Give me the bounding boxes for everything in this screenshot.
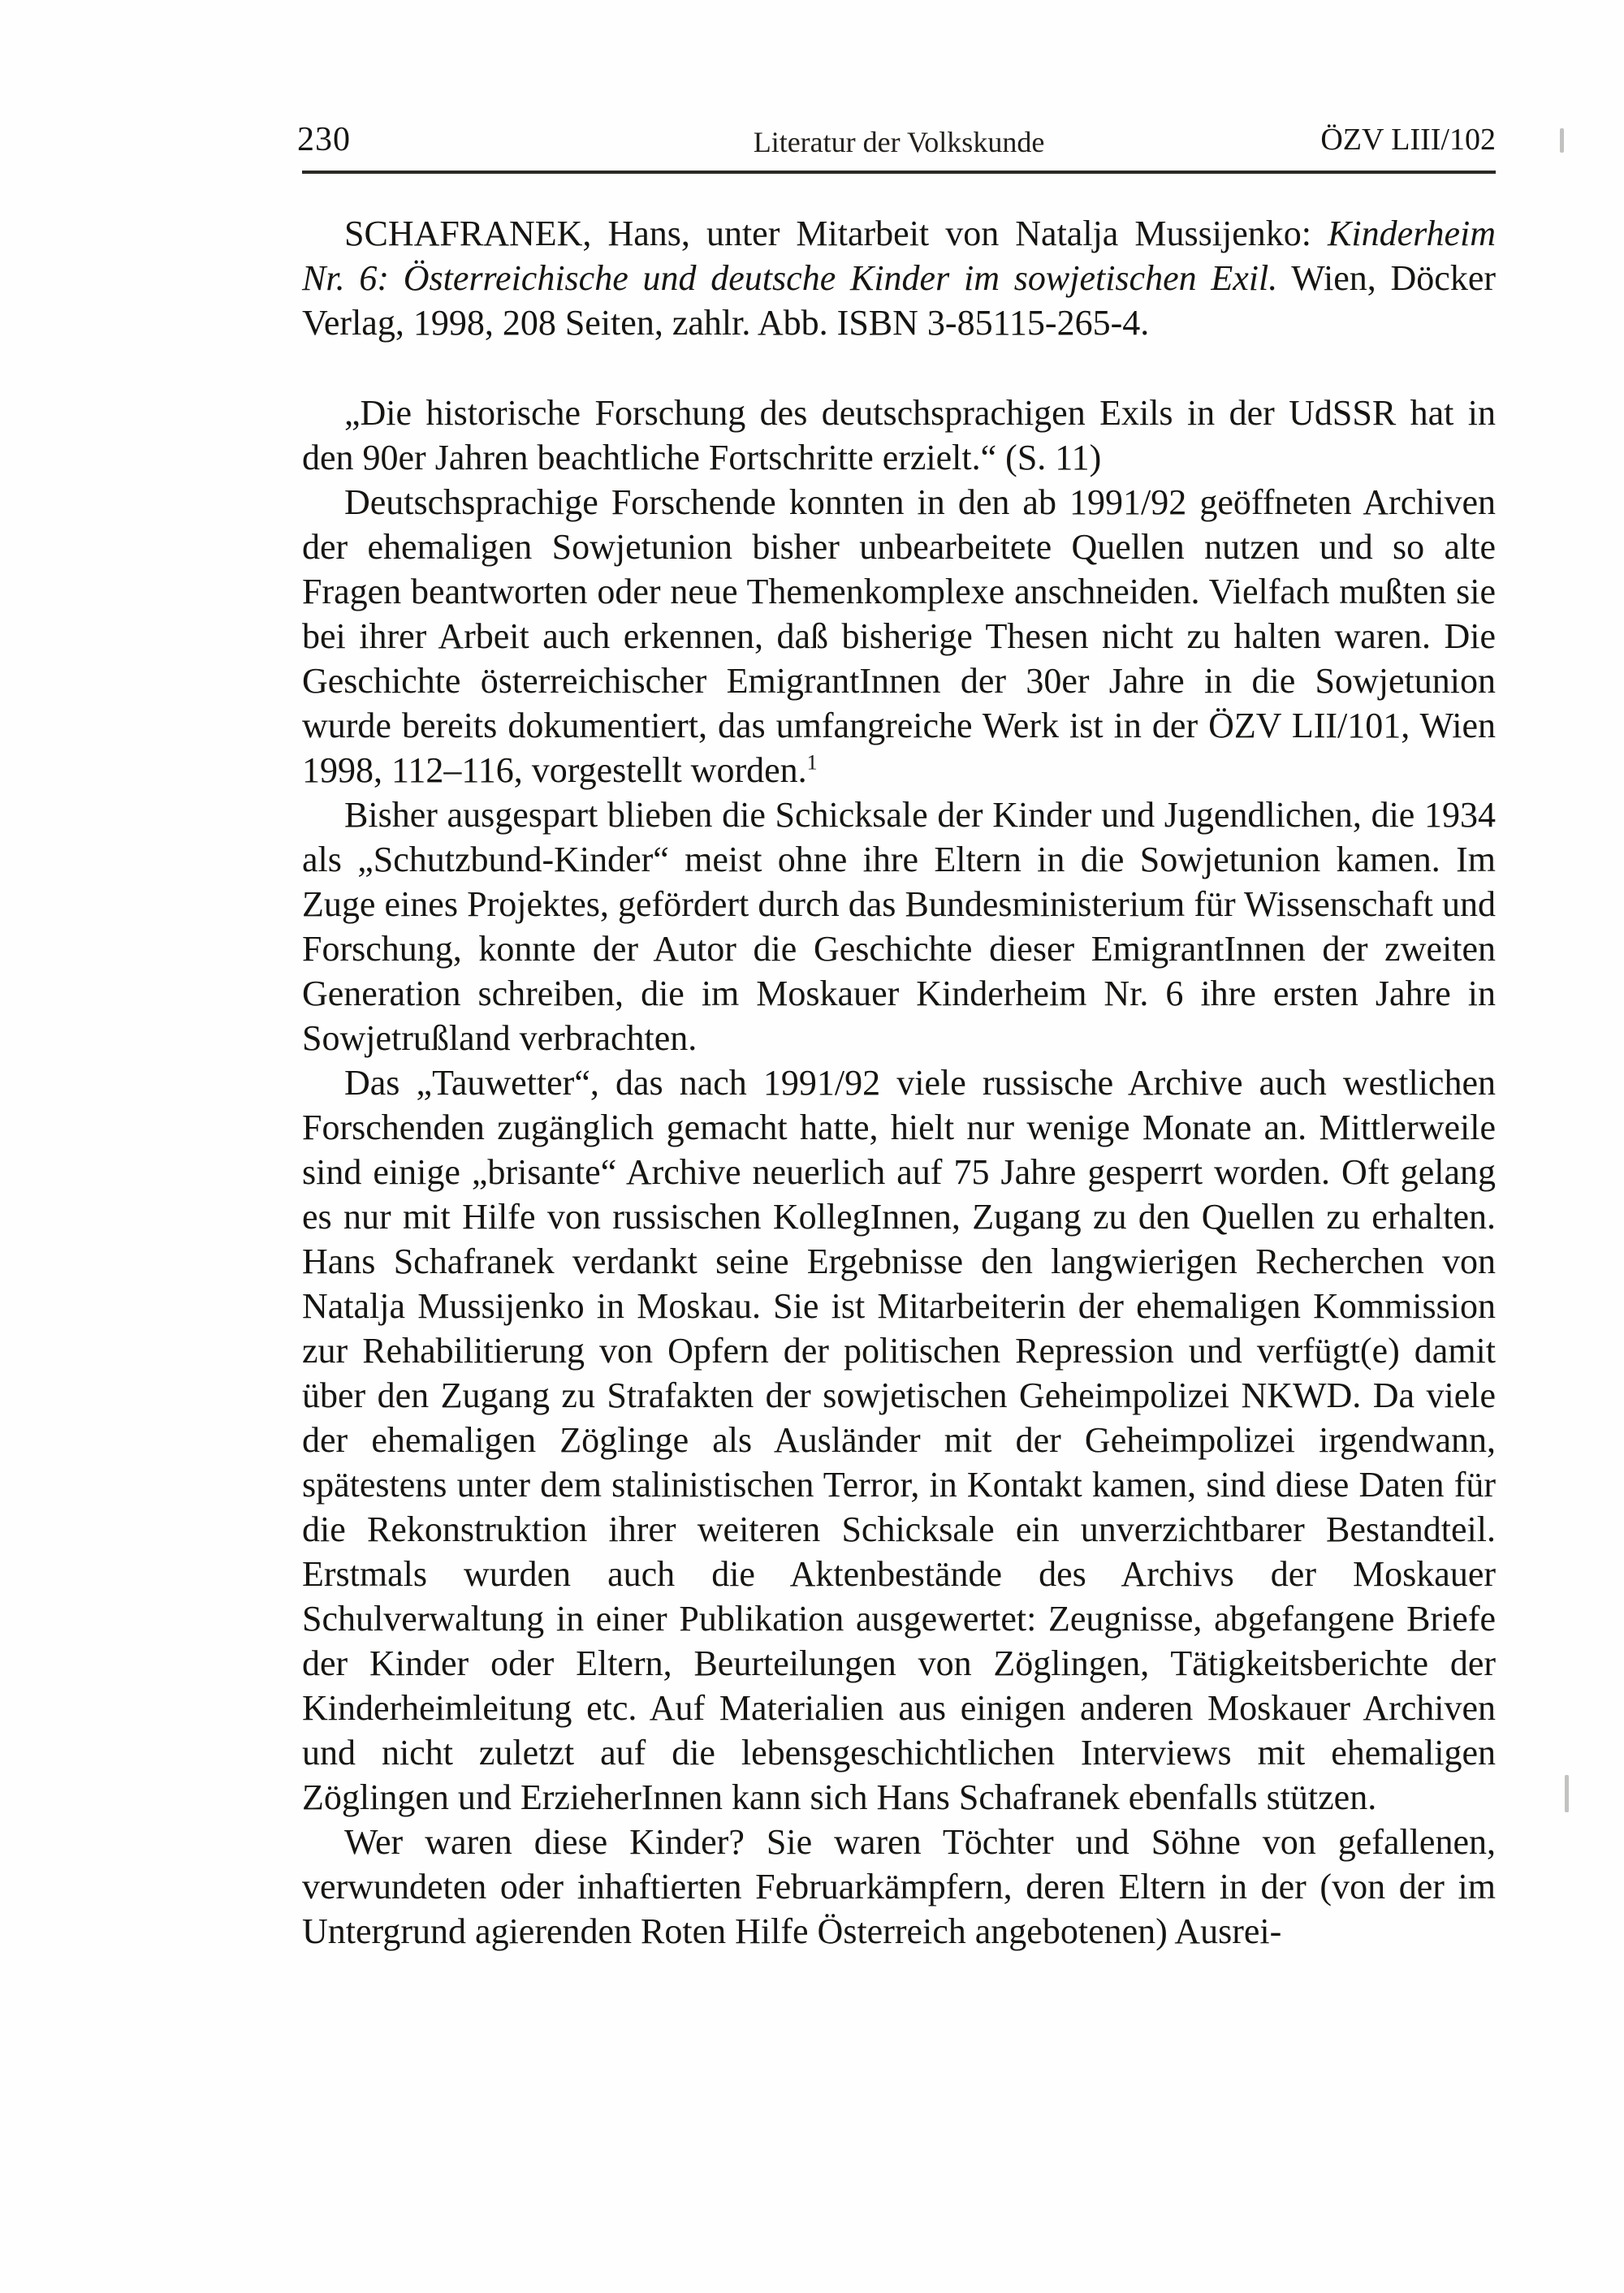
scan-artifact [1560, 128, 1564, 153]
bib-title: Kinderheim Nr. 6: Österreichische und deutsche Kinder im sowjetischen Exil. [302, 214, 1496, 298]
paragraph-text: Bisher ausgespart blieben die Schicksale der Kinder und Jugendlichen, die 1934 als „Schutzbund-Kinder“ meist ohne ihre Eltern in die Sowjetunion kamen. Im Zuge eines Projektes, gefördert durch das Bundesministerium für Wissenschaft und Forschung, konnte der Autor die Geschichte dieser EmigrantInnen der zweiten Generation schreiben, die im Moskauer Kinderheim Nr. 6 ihre ersten Jahre in Sowjetrußland verbrachten. [302, 795, 1496, 1058]
scan-artifact [1565, 1775, 1569, 1812]
body-paragraph [302, 1820, 1496, 1954]
bib-authors: SCHAFRANEK, Hans, unter Mitarbeit von Natalja Mussijenko: [344, 214, 1328, 253]
paragraph-text: „Die historische Forschung des deutschsprachigen Exils in der UdSSR hat in den 90er Jahren beachtliche Fortschritte erzielt.“ (S. 11) [302, 393, 1496, 477]
body-paragraph [302, 480, 1496, 792]
header-rule [302, 171, 1496, 174]
body-paragraph [302, 1060, 1496, 1820]
bibliography-entry [302, 211, 1496, 345]
paragraph-text: Das „Tauwetter“, das nach 1991/92 viele russische Archive auch westlichen Forschenden zugänglich gemacht hatte, hielt nur wenige Monate an. Mittlerweile sind einige „brisante“ Archive neuerlich auf 75 Jahre gesperrt worden. Oft gelang es nur mit Hilfe von russischen KollegInnen, Zugang zu den Quellen zu erhalten. Hans Schafranek verdankt seine Ergebnisse den langwierigen Recherchen von Natalja Mussijenko in Moskau. Sie ist Mitarbeiterin der ehemaligen Kommission zur Rehabilitierung von Opfern der politischen Repression und verfügt(e) damit über den Zugang zu Strafakten der sowjetischen Geheimpolizei NKWD. Da viele der ehemaligen Zöglinge als Ausländer mit der Geheimpolizei irgendwann, spätestens unter dem stalinistischen Terror, in Kontakt kamen, sind diese Daten für die Rekonstruktion ihrer weiteren Schicksale ein unverzichtbarer Bestandteil. Erstmals wurden auch die Aktenbestände des Archivs der Moskauer Schulverwaltung in einer Publikation ausgewertet: Zeugnisse, abgefangene Briefe der Kinder oder Eltern, Beurteilungen von Zöglingen, Tätigkeitsberichte der Kinderheimleitung etc. Auf Materialien aus einigen anderen Moskauer Archiven und nicht zuletzt auf die lebensgeschichtlichen Interviews mit ehemaligen Zöglingen und ErzieherInnen kann sich Hans Schafranek ebenfalls stützen. [302, 1063, 1496, 1817]
paragraph-text: Wer waren diese Kinder? Sie waren Töchter und Söhne von gefallenen, verwundeten oder inhaftierten Februarkämpfern, deren Eltern in der (von der im Untergrund agierenden Roten Hilfe Österreich angebotenen) Ausrei- [302, 1822, 1496, 1951]
header-title: Literatur der Volkskunde [753, 126, 1045, 158]
journal-reference: ÖZV LIII/102 [1320, 123, 1496, 157]
text-column [297, 120, 1497, 1954]
body-paragraph [302, 792, 1496, 1060]
review-body [302, 391, 1496, 1954]
footnote-marker: 1 [806, 750, 818, 775]
bib-imprint: Wien, Döcker Verlag, 1998, 208 Seiten, zahlr. Abb. ISBN 3-85115-265-4. [302, 258, 1497, 343]
running-header [297, 120, 1496, 164]
page-number: 230 [297, 121, 351, 158]
paragraph-text: Deutschsprachige Forschende konnten in den ab 1991/92 geöffneten Archiven der ehemaligen Sowjetunion bisher unbearbeitete Quellen nutzen und so alte Fragen beantworten oder neue Themenkomplexe anschneiden. Vielfach mußten sie bei ihrer Arbeit auch erkennen, daß bisherige Thesen nicht zu halten waren. Die Geschichte österreichischer EmigrantInnen der 30er Jahre in die Sowjetunion wurde bereits dokumentiert, das umfangreiche Werk ist in der ÖZV LII/101, Wien 1998, 112–116, vorgestellt worden. [302, 482, 1496, 790]
body-paragraph-quote [302, 391, 1496, 480]
